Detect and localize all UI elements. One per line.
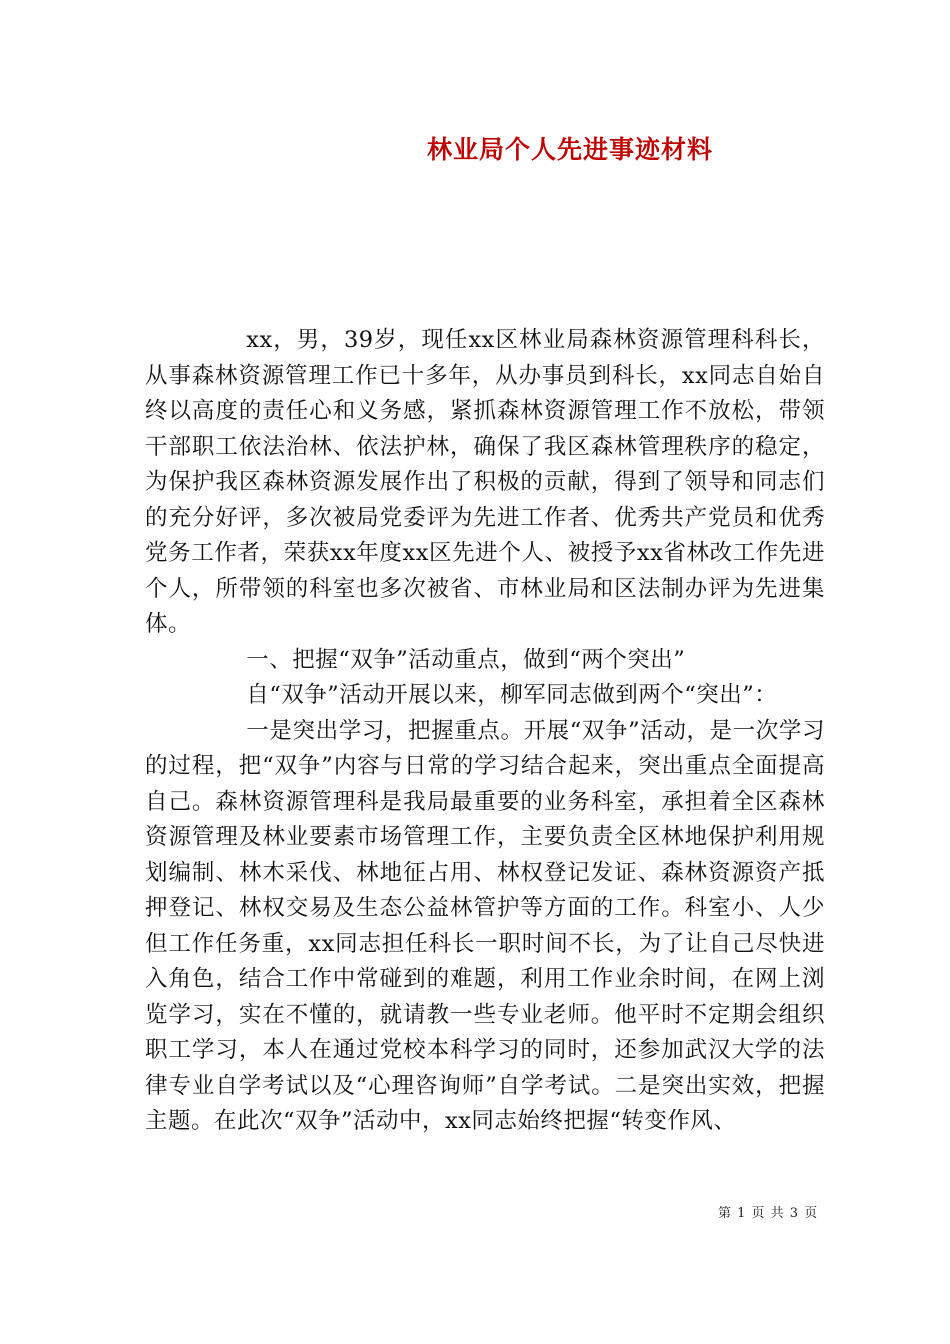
document-body — [145, 323, 825, 1140]
page-number-footer: 第 1 页 共 3 页 — [718, 1206, 819, 1221]
section-heading-1: 一、把握“双争”活动重点，做到“两个突出” — [246, 646, 686, 673]
paragraph-section-intro: 自“双争”活动开展以来，柳军同志做到两个“突出”： — [246, 682, 778, 708]
paragraph-intro: xx，男，39岁，现任xx区林业局森林资源管理科科长，从事森林资源管理工作已十多年，从办事员到科长，xx同志自始自终以高度的责任心和义务感，紧抓森林资源管理工作不放松，带领干部职工依法治林、依法护林，确保了我区森林管理秩序的稳定，为保护我区森林资源发展作出了积极的贡献，得到了领导和同志们的充分好评，多次被局党委评为先进工作者、优秀共产党员和优秀党务工作者，荣获xx年度xx区先进个人、被授予xx省林改工作先进个人，所带领的科室也多次被省、市林业局和区法制办评为先进集体。 — [145, 327, 825, 637]
paragraph-study: 一是突出学习，把握重点。开展“双争”活动，是一次学习的过程，把“双争”内容与日常的学习结合起来，突出重点全面提高自己。森林资源管理科是我局最重要的业务科室，承担着全区森林资源管理及林业要素市场管理工作，主要负责全区林地保护利用规划编制、林木采伐、林地征占用、林权登记发证、森林资源资产抵押登记、林权交易及生态公益林管护等方面的工作。科室小、人少但工作任务重，xx同志担任科长一职时间不长，为了让自己尽快进入角色，结合工作中常碰到的难题，利用工作业余时间，在网上浏览学习，实在不懂的，就请教一些专业老师。他平时不定期会组织职工学习，本人在通过党校本科学习的同时，还参加武汉大学的法律专业自学考试以及“心理咨询师”自学考试。二是突出实效，把握主题。在此次“双争”活动中，xx同志始终把握“转变作风、 — [145, 717, 825, 1134]
document-title: 林业局个人先进事迹材料 — [426, 135, 713, 164]
